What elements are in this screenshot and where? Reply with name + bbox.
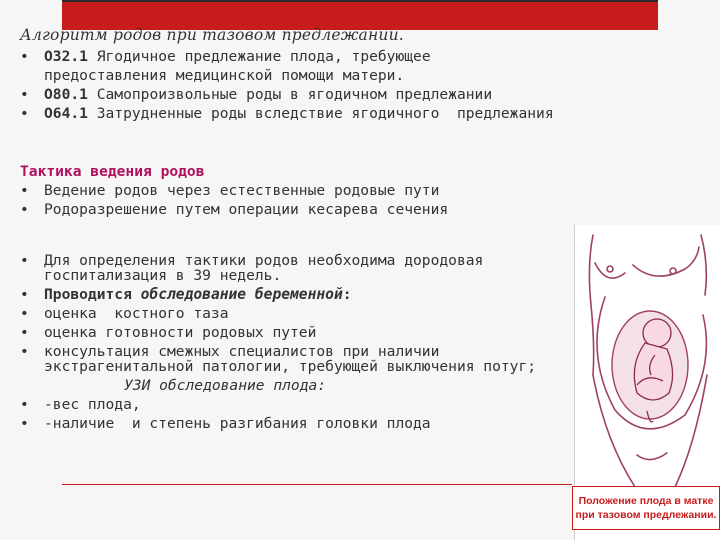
- list-item: [20, 47, 554, 66]
- caption-line: при тазовом предлежании.: [575, 509, 717, 521]
- diagnosis-text: Ягодичное предлежание плода, требующее: [96, 48, 431, 65]
- exam-text: -вес плода,: [44, 396, 141, 413]
- bullet-icon: •: [20, 305, 29, 322]
- list-item: [20, 85, 554, 104]
- illustration-caption: [572, 486, 720, 530]
- diagnosis-text: Затрудненные роды вследствие ягодичного предлежания: [96, 105, 554, 122]
- exam-list: [20, 251, 536, 433]
- bullet-icon: •: [20, 252, 29, 269]
- tactic-text: Ведение родов через естественные родовые пути: [44, 182, 440, 199]
- uzi-subheading: УЗИ обследование плода:: [124, 377, 327, 394]
- bullet-icon: •: [20, 324, 29, 341]
- list-item: [20, 304, 536, 323]
- diagnosis-code: О32.1: [44, 48, 88, 65]
- bullet-icon: •: [20, 48, 29, 65]
- exam-text-italic: обследование беременной: [140, 286, 343, 303]
- list-item: [20, 323, 536, 342]
- exam-text: Для определения тактики родов необходима дородовая: [44, 252, 484, 269]
- bullet-icon: •: [20, 86, 29, 103]
- exam-text: -наличие и степень разгибания головки плода: [44, 415, 431, 432]
- diagnosis-text: предоставления медицинской помощи матери.: [44, 67, 405, 84]
- bullet-icon: •: [20, 396, 29, 413]
- list-item: [20, 200, 448, 219]
- list-item-continuation: [20, 376, 536, 395]
- list-item: [20, 395, 536, 414]
- bullet-icon: •: [20, 105, 29, 122]
- list-item: [20, 285, 536, 304]
- diagnosis-code: О64.1: [44, 105, 88, 122]
- diagnosis-text: Самопроизвольные роды в ягодичном предлежании: [96, 86, 493, 103]
- bullet-icon: •: [20, 415, 29, 432]
- exam-text: :: [342, 286, 352, 303]
- exam-text: оценка готовности родовых путей: [44, 324, 317, 341]
- bullet-icon: •: [20, 201, 29, 218]
- list-item-continuation: [20, 357, 536, 376]
- bullet-icon: •: [20, 182, 29, 199]
- list-item: [20, 181, 448, 200]
- bullet-icon: •: [20, 286, 29, 303]
- list-item: [20, 104, 554, 123]
- list-item-continuation: [20, 66, 554, 85]
- pregnant-body-icon: [575, 225, 720, 487]
- section-title: Тактика ведения родов: [20, 163, 205, 180]
- bullet-icon: •: [20, 343, 29, 360]
- page-title: Алгоритм родов при тазовом предлежании.: [20, 26, 404, 44]
- exam-text: экстрагенитальной патологии, требующей выключения потуг;: [44, 358, 537, 375]
- exam-text: оценка костного таза: [44, 305, 229, 322]
- exam-text: Проводится: [44, 286, 141, 303]
- diagnosis-codes-list: [20, 47, 554, 123]
- exam-text: госпитализация в 39 недель.: [44, 267, 282, 284]
- diagnosis-code: О80.1: [44, 86, 88, 103]
- tactic-text: Родоразрешение путем операции кесарева сечения: [44, 201, 449, 218]
- list-item: [20, 414, 536, 433]
- tactics-section: [20, 162, 448, 219]
- exam-text: консультация смежных специалистов при наличии: [44, 343, 440, 360]
- divider: [62, 484, 572, 485]
- caption-line: Положение плода в матке: [578, 495, 714, 507]
